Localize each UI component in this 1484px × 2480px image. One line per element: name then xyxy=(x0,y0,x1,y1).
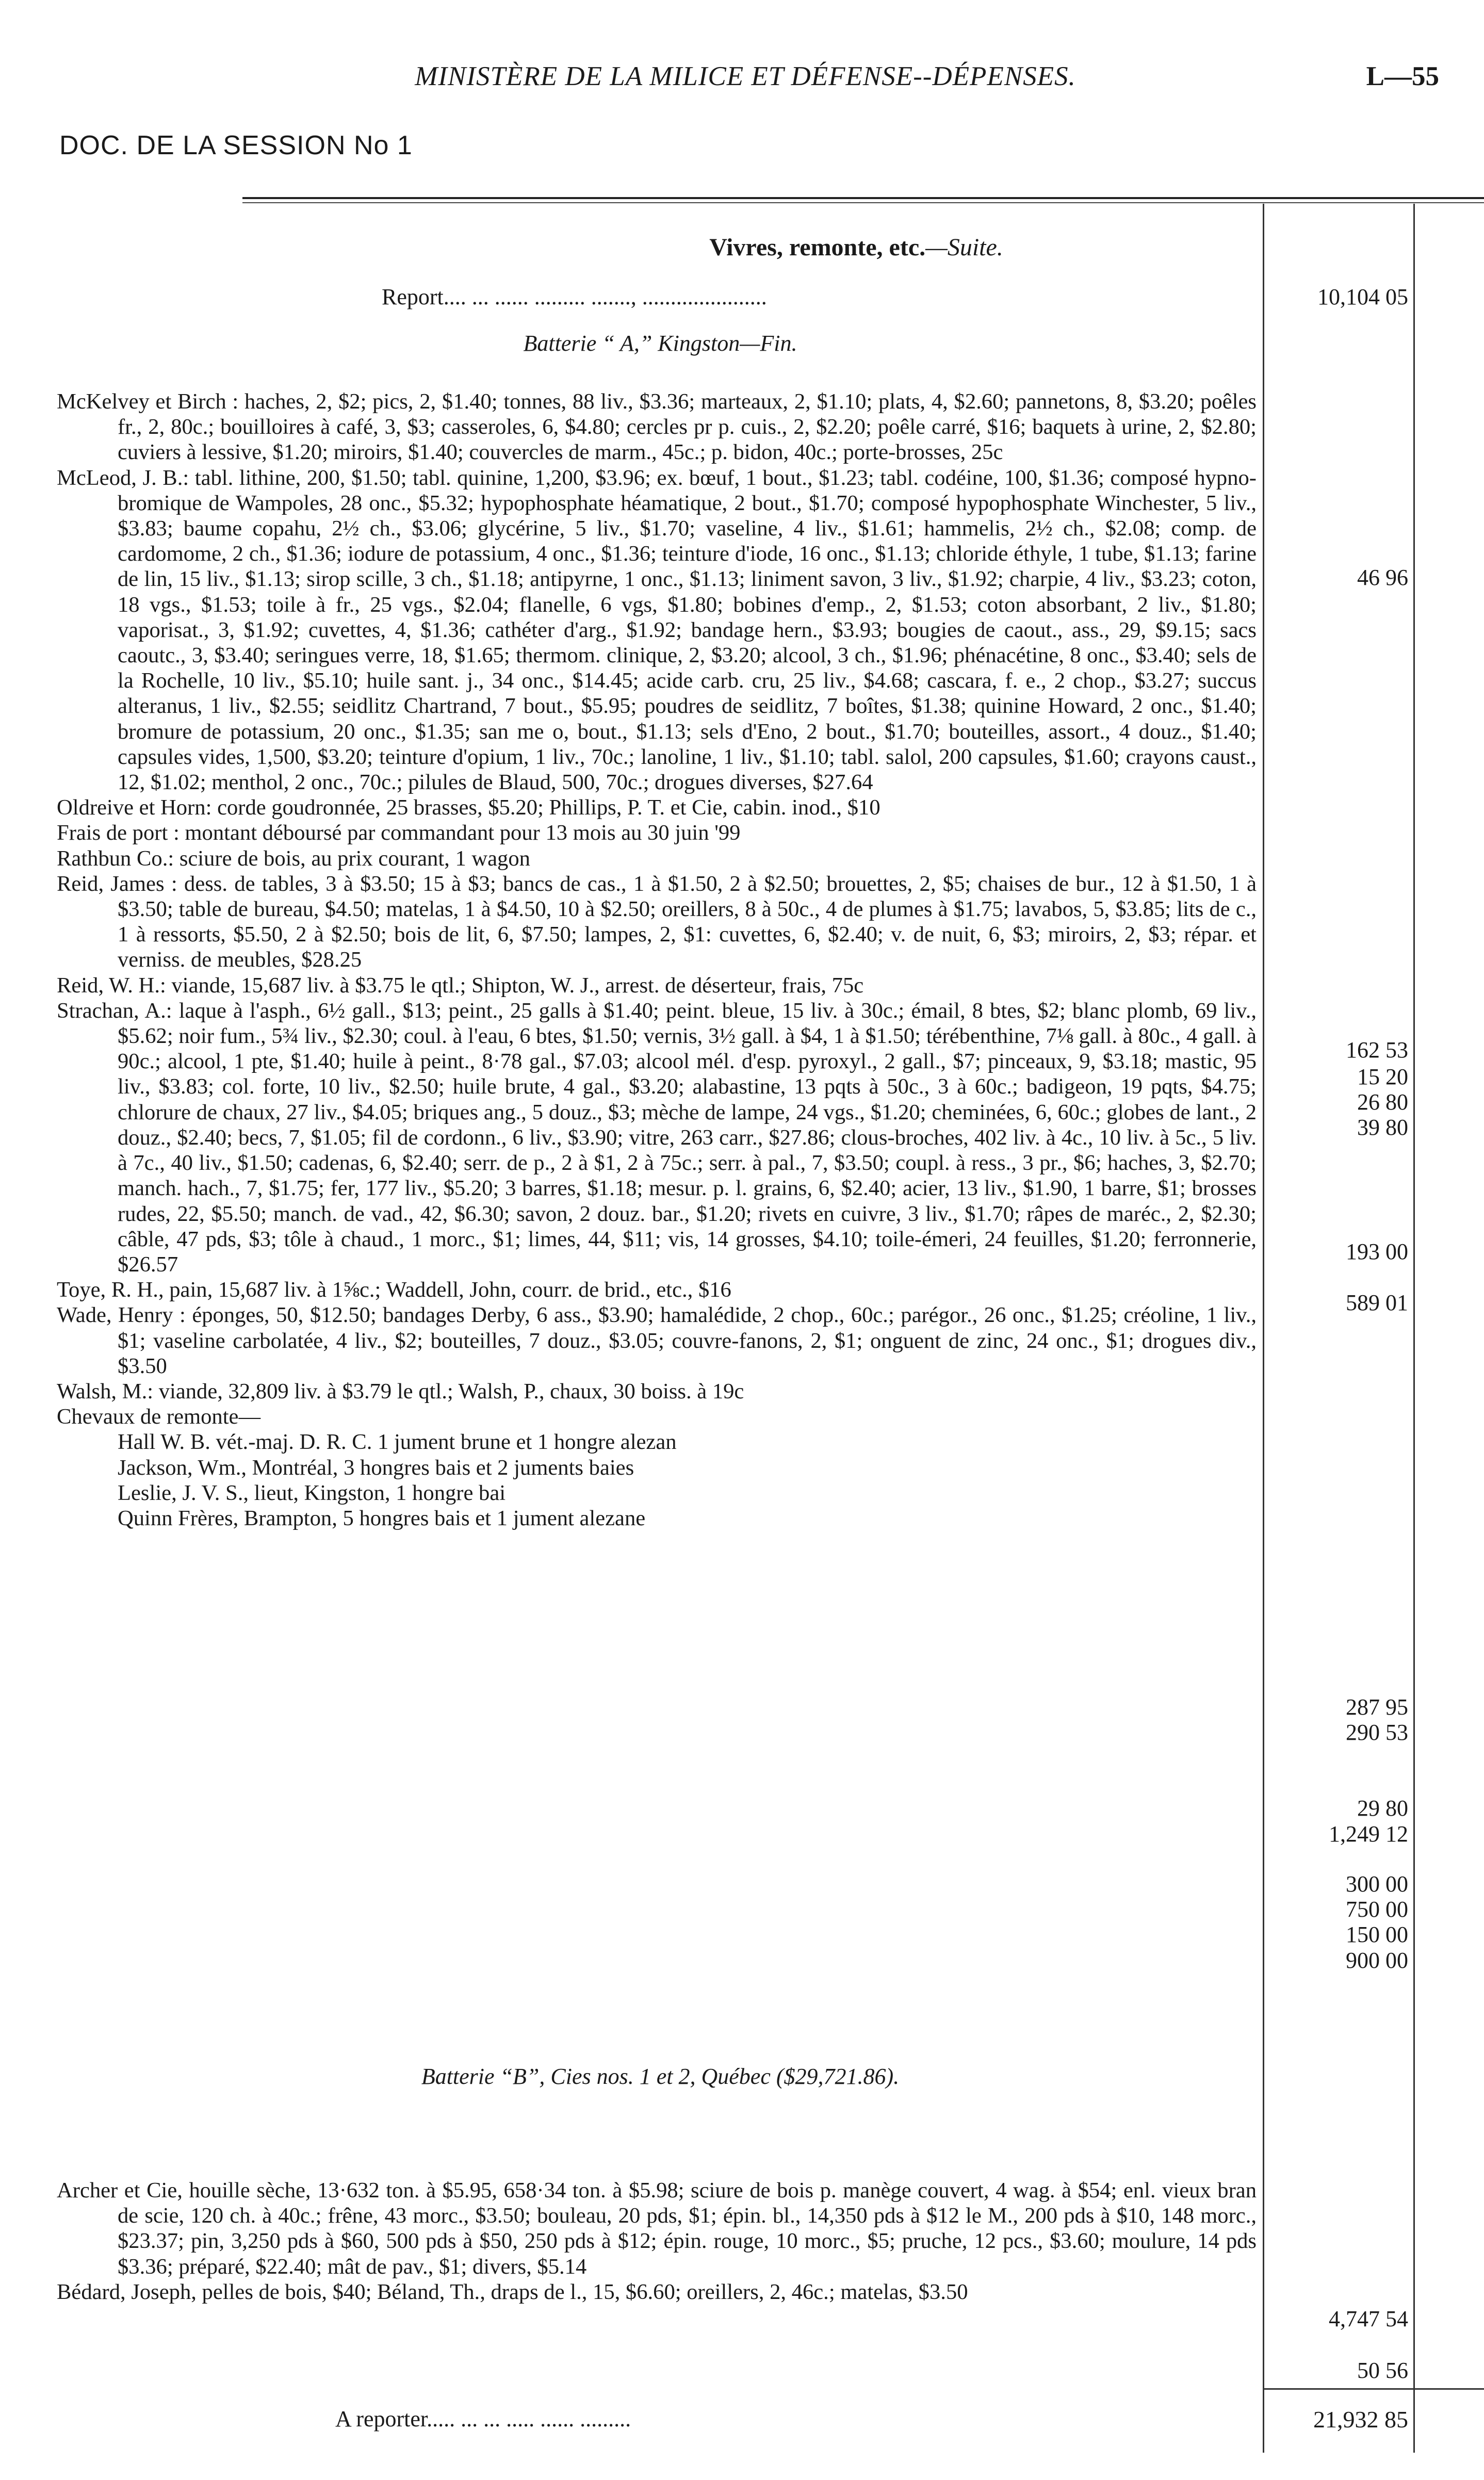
amount-archer: 4,747 54 xyxy=(1329,2306,1408,2331)
remount-leslie: Leslie, J. V. S., lieut, Kingston, 1 hongre bai xyxy=(118,1480,506,1505)
amount-wade: 29 80 xyxy=(1357,1796,1408,1821)
entry-bedard: Bédard, Joseph, pelles de bois, $40; Béland, Th., draps de l., 15, $6.60; oreillers, 2, 46c.; matelas, $3.50 xyxy=(57,2279,968,2304)
section-title-suffix: —Suite. xyxy=(925,234,1003,261)
entry-walsh: Walsh, M.: viande, 32,809 liv. à $3.79 le qtl.; Walsh, P., chaux, 30 boiss. à 19c xyxy=(57,1379,744,1404)
amount-frais-de-port: 26 80 xyxy=(1357,1089,1408,1115)
entry-wade: Wade, Henry : éponges, 50, $12.50; bandages Derby, 6 ass., $3.90; hamalédide, 2 chop., 60c.; parégor., 26 onc., $1.25; créoline, 1 liv., $1; vaseline carbolatée, 4 liv., $2; bouteilles, 7 douz., $3.05; couvre-fanons, 2, $1; onguent de zinc, 24 onc., $1; drogues div., $3.50 xyxy=(57,1303,1257,1378)
amount-walsh: 1,249 12 xyxy=(1329,1821,1408,1847)
header-rule-thin xyxy=(242,202,1484,203)
remounts-label: Chevaux de remonte— xyxy=(57,1405,261,1429)
carry-forward-line xyxy=(335,2406,631,2432)
entry-oldreive: Oldreive et Horn: corde goudronnée, 25 brasses, $5.20; Phillips, P. T. et Cie, cabin. inod., $10 xyxy=(57,795,880,820)
entry-reid-wh: Reid, W. H.: viande, 15,687 liv. à $3.75 le qtl.; Shipton, W. J., arrest. de déserteur, frais, 75c xyxy=(57,973,864,998)
amount-reid-james: 193 00 xyxy=(1346,1239,1408,1264)
amount-remount-quinn: 900 00 xyxy=(1346,1948,1408,1973)
entry-mcleod: McLeod, J. B.: tabl. lithine, 200, $1.50; tabl. quinine, 1,200, $3.96; ex. bœuf, 1 bout., $1.23; tabl. codéine, 100, $1.36; composé hypno-bromique de Wampoles, 28 onc., $5.32; hypophosphate héamatique, 2 bout., $1.70; composé hypophosphate Winchester, 5 liv., $3.83; baume copahu, 2½ ch., $3.06; glycérine, 5 liv., $1.70; vaseline, 4 liv., $1.61; hammelis, 2½ ch., $2.08; comp. de cardomome, 2 ch., $1.36; iodure de potassium, 4 onc., $1.36; teinture d'iode, 16 onc., $1.13; chloride éthyle, 1 tube, $1.13; farine de lin, 15 liv., $1.13; sirop scille, 3 ch., $1.18; antipyrne, 1 onc., $1.13; liniment savon, 3 liv., $1.92; charpie, 4 liv., $3.23; coton, 18 vgs., $1.53; toile à fr., 25 vgs., $2.04; flanelle, 6 vgs, $1.80; bobines d'emp., 2, $1.53; coton absorbant, 2 liv., $1.80; vaporisat., 3, $1.92; cuvettes, 4, $1.36; cathéter d'arg., $1.92; bandage hern., $3.93; bougies de caout., ass., 29, $9.15; sacs caoutc., 3, $3.40; seringues verre, 18, $1.65; thermom. clinique, 2, $3.20; alcool, 3 ch., $1.96; phénacétine, 8 onc., $3.40; sels de la Rochelle, 10 liv., $5.10; huile sant. j., 34 onc., $14.45; acide carb. cru, 25 liv., $4.68; cascara, f. e., 2 chop., $3.27; succus alteranus, 1 liv., $2.55; seidlitz Chartrand, 7 bout., $5.95; poudres de seidlitz, 7 boîtes, $1.38; quinine Howard, 2 onc., $1.40; bromure de potassium, 20 onc., $1.35; san me o, bout., $1.13; sels d'Eno, 2 bout., $1.70; bouteilles, assort., 4 douz., $1.40; capsules vides, 1,500, $3.20; teinture d'opium, 1 liv., 70c.; lanoline, 1 liv., $1.10; tabl. salol, 200 capsules, $1.60; crayons caust., 12, $1.02; menthol, 2 onc., 70c.; pilules de Blaud, 500, 70c.; drogues diverses, $27.64 xyxy=(57,465,1257,795)
carry-forward-dots: ..... ... ... ..... ...... ......... xyxy=(427,2406,631,2432)
entries-battery-b xyxy=(57,2178,1257,2305)
remount-jackson: Jackson, Wm., Montréal, 3 hongres bais et 2 juments baies xyxy=(118,1455,634,1480)
carry-forward-label: A reporter xyxy=(335,2406,427,2432)
running-title: MINISTÈRE DE LA MILICE ET DÉFENSE--DÉPENSES. xyxy=(415,61,1076,91)
entry-rathbun: Rathbun Co.: sciure de bois, au prix courant, 1 wagon xyxy=(57,846,530,871)
amount-remount-jackson: 750 00 xyxy=(1346,1897,1408,1922)
entry-frais-de-port: Frais de port : montant déboursé par commandant pour 13 mois au 30 juin '99 xyxy=(57,821,741,845)
entry-mckelvey: McKelvey et Birch : haches, 2, $2; pics, 2, $1.40; tonnes, 88 liv., $3.36; marteaux, 2, $1.10; plats, 4, $2.60; pannetons, 8, $3.20; poêles fr., 2, 80c.; bouilloires à café, 3, $3; casseroles, 6, $4.80; cercles pr p. cuis., 2, $2.20; poêle carré, $16; baquets à urine, 2, $2.80; cuviers à lessive, $1.20; miroirs, $1.40; couvercles de marm., 45c.; p. bidon, 40c.; porte-brosses, 25c xyxy=(57,389,1257,465)
amount-rathbun: 39 80 xyxy=(1357,1115,1408,1140)
remount-hall: Hall W. B. vét.-maj. D. R. C. 1 jument brune et 1 hongre alezan xyxy=(118,1430,677,1455)
entry-archer: Archer et Cie, houille sèche, 13·632 ton. à $5.95, 658·34 ton. à $5.98; sciure de bois p. manège couvert, 4 wag. à $54; enl. vieux bran de scie, 120 ch. à 40c.; frêne, 43 morc., $3.50; bouleau, 20 pds, $1; épin. bl., 14,350 pds à $12 le M., 200 pds à $10, 148 morc., $23.37; pin, 3,250 pds à $60, 500 pds à $50, 250 pds à $12; épin. rouge, 10 morc., $5; pruche, 12 pcs., $3.60; moulure, 14 pds $3.36; préparé, $22.40; mât de pav., $1; divers, $5.14 xyxy=(57,2178,1257,2279)
session-label: DOC. DE LA SESSION No 1 xyxy=(59,130,413,160)
report-dots: .... ... ...... ......... ......., ...................... xyxy=(443,284,767,309)
amount-reid-wh: 589 01 xyxy=(1346,1290,1408,1315)
entry-strachan: Strachan, A.: laque à l'asph., 6½ gall., $13; peint., 25 galls à $1.40; peint. bleue, 15 liv. à 30c.; émail, 8 btes, $2; blanc plomb, 69 liv., $5.62; noir fum., 5¾ liv., $2.30; coul. à l'eau, 6 btes, $1.50; vernis, 3½ gall. à $4, 1 à $1.50; térébenthine, 7⅛ gall. à 80c., 4 gall. à 90c.; alcool, 1 pte, $1.40; huile à peint., 8·78 gal., $7.03; alcool mél. d'esp. pyroxyl., 2 gall., $7; pinceaux, 9, $3.18; mastic, 95 liv., $3.83; col. forte, 10 liv., $2.50; huile brute, 4 gal., $3.20; alabastine, 13 pqts à 50c., 3 à 60c.; badigeon, 19 pqts, $4.75; chlorure de chaux, 27 liv., $4.05; briques ang., 5 douz., $3; mèche de lampe, 24 vgs., $1.20; cheminées, 6, 60c.; globes de lant., 2 douz., $2.40; becs, 7, $1.05; fil de cordonn., 6 liv., $3.90; vitre, 263 carr., $27.86; clous-broches, 402 liv. à 4c., 10 liv. à 5c., 5 liv. à 7c., 40 liv., $1.50; cadenas, 6, $2.40; serr. de p., 2 à $1, 2 à 75c.; serr. à pal., 7, $3.50; coupl. à ress., 3 pr., $6; haches, 3, $2.70; manch. hach., 7, $1.75; fer, 177 liv., $5.20; 3 barres, $1.18; mesur. p. l. grains, 6, $2.40; acier, 13 liv., $1.90, 1 barre, $1; brosses rudes, 22, $5.50; manch. de vad., 42, $6.30; savon, 2 douz. bar., $1.20; rivets en cuivre, 3 liv., $1.70; râpes de maréc., 2, $2.30; câble, 47 pds, $3; tôle à chaud., 1 morc., $1; limes, 44, $11; vis, 14 grosses, $4.10; toile-émeri, 24 feuilles, $1.20; ferronnerie, $26.57 xyxy=(57,998,1257,1277)
report-amount: 10,104 05 xyxy=(1317,284,1408,309)
entries-battery-a xyxy=(57,389,1257,1531)
column-divider-left xyxy=(1263,204,1264,2453)
amount-remount-hall: 300 00 xyxy=(1346,1871,1408,1897)
header-rule xyxy=(242,197,1484,199)
section-title-bold: Vivres, remonte, etc. xyxy=(709,234,926,261)
battery-a-subhead: Batterie “ A,” Kingston—Fin. xyxy=(523,331,797,356)
amount-oldreive: 15 20 xyxy=(1357,1064,1408,1089)
battery-b-subhead: Batterie “B”, Cies nos. 1 et 2, Québec ($29,721.86). xyxy=(421,2064,900,2089)
amount-strachan: 287 95 xyxy=(1346,1694,1408,1720)
column-divider-right xyxy=(1413,204,1415,2453)
amount-toye: 290 53 xyxy=(1346,1720,1408,1745)
report-line xyxy=(382,284,767,310)
amount-mckelvey: 46 96 xyxy=(1357,565,1408,590)
amount-mcleod: 162 53 xyxy=(1346,1037,1408,1063)
entry-reid-james: Reid, James : dess. de tables, 3 à $3.50; 15 à $3; bancs de cas., 1 à $1.50, 2 à $2.50; brouettes, 2, $5; chaises de bur., 12 à $1.50, 1 à $3.50; table de bureau, $4.50; matelas, 1 à $4.50, 10 à $2.50; oreillers, 8 à 50c., 4 de plumes à $1.75; lavabos, 5, $3.85; lits de c., 1 à ressorts, $5.50, 2 à $2.50; bois de lit, 6, $7.50; lampes, 2, $1: cuvettes, 6, $2.40; v. de nuit, 6, $3; miroirs, 2, $3; répar. et verniss. de meubles, $28.25 xyxy=(57,871,1257,972)
carry-forward-amount: 21,932 85 xyxy=(1313,2406,1408,2433)
total-rule xyxy=(1264,2388,1484,2390)
report-label: Report xyxy=(382,284,444,309)
remount-quinn: Quinn Frères, Brampton, 5 hongres bais et 1 jument alezane xyxy=(118,1506,646,1530)
amount-bedard: 50 56 xyxy=(1357,2358,1408,2383)
page-number: L—55 xyxy=(1366,61,1439,91)
amount-remount-leslie: 150 00 xyxy=(1346,1922,1408,1947)
section-title xyxy=(454,233,1259,262)
entry-toye: Toye, R. H., pain, 15,687 liv. à 1⅝c.; Waddell, John, courr. de brid., etc., $16 xyxy=(57,1278,731,1302)
